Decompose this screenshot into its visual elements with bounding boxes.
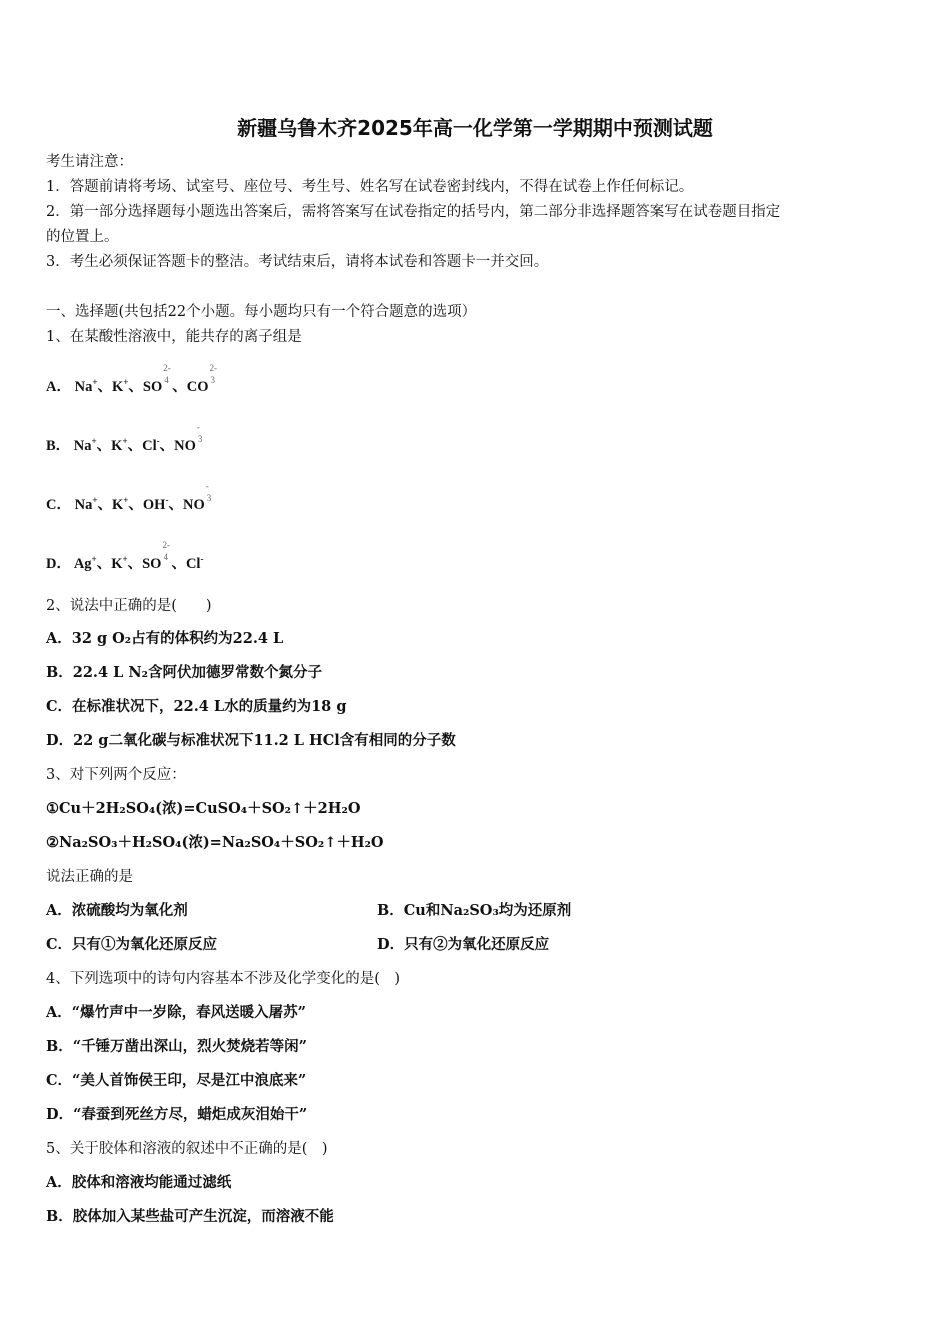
charge: - xyxy=(205,481,209,491)
q4-option-a[interactable]: A．“爆竹声中一岁除，春风送暖入屠苏” xyxy=(46,1004,306,1021)
notice-item-2-cont: 的位置上。 xyxy=(46,229,119,245)
ion: K xyxy=(111,497,124,513)
charge: + xyxy=(123,495,129,505)
q1-stem: 1、在某酸性溶液中，能共存的离子组是 xyxy=(46,329,302,345)
q3-reaction-1: ①Cu＋2H₂SO₄(浓)=CuSO₄＋SO₂↑＋2H₂O xyxy=(46,800,361,817)
notice-item-1: 1．答题前请将考场、试室号、座位号、考生号、姓名写在试卷密封线内，不得在试卷上作任何标记。 xyxy=(46,179,694,195)
q2-option-b[interactable]: B．22.4 L N₂含阿伏加德罗常数个氮分子 xyxy=(46,664,322,681)
separator: 、 xyxy=(97,497,112,513)
charge: + xyxy=(91,554,97,564)
q3-reaction-2: ②Na₂SO₃＋H₂SO₄(浓)=Na₂SO₄＋SO₂↑＋H₂O xyxy=(46,834,384,851)
ion-charge-stack xyxy=(205,481,215,510)
option-letter: B． xyxy=(46,438,71,454)
ion: K xyxy=(111,556,123,572)
q4-option-c[interactable]: C．“美人首饰侯王印，尽是江中浪底来” xyxy=(46,1072,307,1089)
separator: 、 xyxy=(97,379,112,395)
separator: 、 xyxy=(127,556,143,572)
q2-option-a[interactable]: A．32 g O₂占有的体积约为22.4 L xyxy=(46,630,284,647)
q1-option-a[interactable] xyxy=(46,363,219,397)
separator: 、 xyxy=(96,556,112,572)
separator: 、 xyxy=(171,556,186,572)
section-heading: 一、选择题(共包括22个小题。每小题均只有一个符合题意的选项） xyxy=(46,304,477,320)
q2-option-c[interactable]: C．在标准状况下，22.4 L水的质量约为18 g xyxy=(46,698,347,715)
q5-option-a[interactable]: A．胶体和溶液均能通过滤纸 xyxy=(46,1174,232,1191)
subscript: 3 xyxy=(197,434,203,444)
q3-stem: 3、对下列两个反应： xyxy=(46,767,186,783)
notice-item-3: 3．考生必须保证答题卡的整洁。考试结束后，请将本试卷和答题卡一并交回。 xyxy=(46,254,549,270)
charge: + xyxy=(122,436,128,446)
ion-charge-stack xyxy=(209,363,219,392)
ion: OH xyxy=(142,497,166,513)
notice-heading: 考生请注意： xyxy=(46,154,133,170)
charge: 2- xyxy=(209,363,217,373)
q1-option-d[interactable] xyxy=(46,540,204,574)
q3-option-a[interactable]: A．浓硫酸均为氧化剂 xyxy=(46,902,188,919)
ion: Na xyxy=(73,438,92,454)
option-letter: D． xyxy=(46,556,71,572)
charge: - xyxy=(156,436,160,446)
ion: Na xyxy=(74,379,93,395)
charge: 2- xyxy=(162,540,170,550)
charge: - xyxy=(196,422,200,432)
charge: 2- xyxy=(163,363,171,373)
ion-charge-stack xyxy=(162,363,172,392)
q5-option-b[interactable]: B．胶体加入某些盐可产生沉淀，而溶液不能 xyxy=(46,1208,334,1225)
ion: NO xyxy=(182,497,205,513)
ion: SO xyxy=(142,379,163,395)
charge: + xyxy=(91,436,97,446)
separator: 、 xyxy=(96,438,112,454)
option-letter: A． xyxy=(46,379,71,395)
q3-option-c[interactable]: C．只有①为氧化还原反应 xyxy=(46,936,218,953)
notice-item-2: 2．第一部分选择题每小题选出答案后，需将答案写在试卷指定的括号内，第二部分非选择题答案写在试卷题目指定 xyxy=(46,204,781,220)
separator: 、 xyxy=(128,379,143,395)
option-letter: C． xyxy=(46,497,71,513)
separator: 、 xyxy=(127,438,143,454)
q3-option-d[interactable]: D．只有②为氧化还原反应 xyxy=(377,936,550,953)
q1-option-b[interactable] xyxy=(46,422,206,456)
ion: Ag xyxy=(73,556,92,572)
separator: 、 xyxy=(172,379,187,395)
ion-charge-stack xyxy=(161,540,171,569)
q3-option-b[interactable]: B．Cu和Na₂SO₃均为还原剂 xyxy=(377,902,572,919)
q4-stem: 4、下列选项中的诗句内容基本不涉及化学变化的是( ) xyxy=(46,971,401,987)
separator: 、 xyxy=(128,497,143,513)
q4-option-b[interactable]: B．“千锤万凿出深山，烈火焚烧若等闲” xyxy=(46,1038,307,1055)
charge: + xyxy=(92,495,98,505)
q2-stem: 2、说法中正确的是( ) xyxy=(46,598,212,614)
ion: NO xyxy=(174,438,196,454)
ion-charge-stack xyxy=(196,422,206,451)
charge: + xyxy=(92,377,98,387)
ion: Na xyxy=(74,497,93,513)
q2-option-d[interactable]: D．22 g二氧化碳与标准状况下11.2 L HCl含有相同的分子数 xyxy=(46,732,456,749)
charge: - xyxy=(165,495,169,505)
ion: Cl xyxy=(142,438,157,454)
page-title: 新疆乌鲁木齐2025年高一化学第一学期期中预测试题 xyxy=(237,116,713,140)
subscript: 3 xyxy=(210,375,215,385)
subscript: 4 xyxy=(164,375,169,385)
charge: - xyxy=(200,554,204,564)
q4-option-d[interactable]: D．“春蚕到死丝方尽，蜡炬成灰泪始干” xyxy=(46,1106,308,1123)
q5-stem: 5、关于胶体和溶液的叙述中不正确的是( ) xyxy=(46,1141,328,1157)
charge: + xyxy=(122,554,128,564)
ion: Cl xyxy=(185,556,201,572)
q1-option-c[interactable] xyxy=(46,481,215,515)
separator: 、 xyxy=(159,438,175,454)
subscript: 4 xyxy=(163,552,168,562)
separator: 、 xyxy=(168,497,183,513)
ion: SO xyxy=(142,556,162,572)
subscript: 3 xyxy=(206,493,212,503)
charge: + xyxy=(123,377,129,387)
ion: CO xyxy=(186,379,209,395)
ion: K xyxy=(111,379,124,395)
q3-ask: 说法正确的是 xyxy=(46,869,133,885)
ion: K xyxy=(111,438,123,454)
